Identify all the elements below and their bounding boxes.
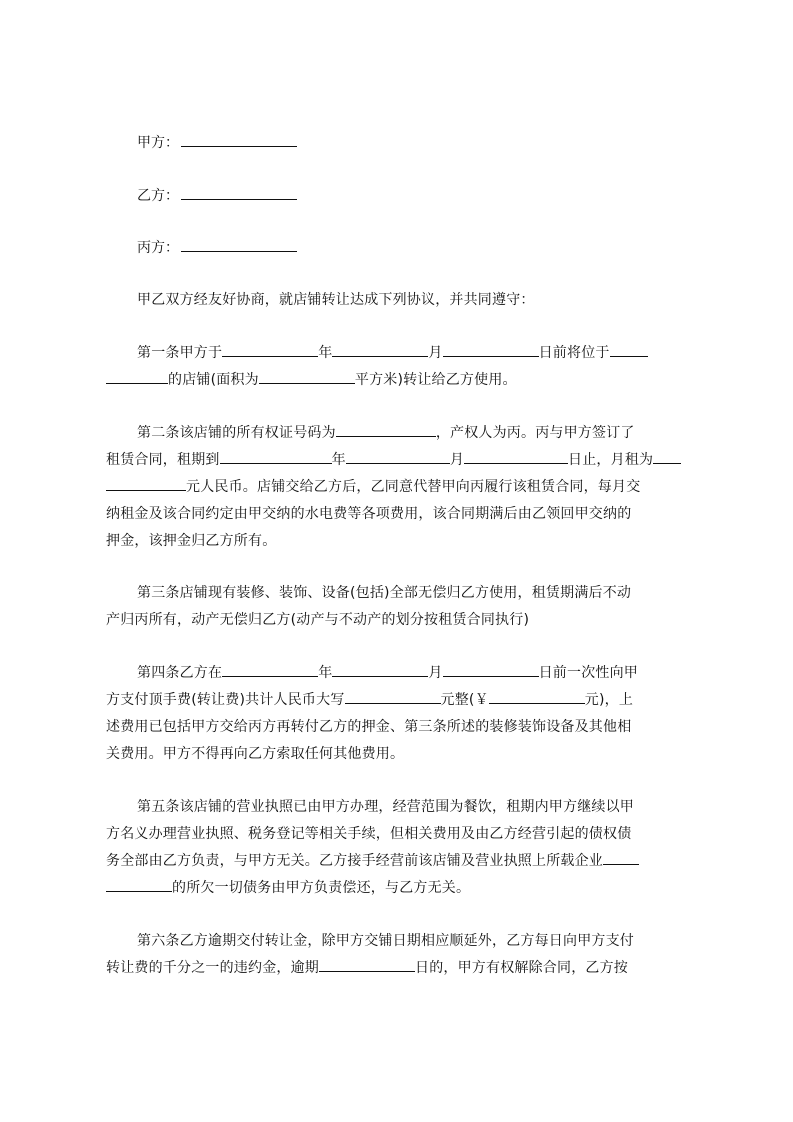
article-3-line-2: 产归丙所有，动产无偿归乙方(动产与不动产的划分按租赁合同执行)	[106, 612, 530, 628]
article-4-text: 第四条乙方在	[137, 665, 223, 681]
article-5-text: 的所欠一切债务由甲方负责偿还，与乙方无关。	[172, 880, 471, 896]
article-2-text: 租赁合同，租期到	[106, 452, 220, 468]
article-2-line-3	[106, 474, 700, 501]
article-5-line-3	[106, 848, 700, 875]
blank-rent	[653, 451, 681, 464]
article-2-line-1	[106, 420, 700, 447]
blank-lease-month	[346, 451, 450, 464]
article-2-line-4: 纳租金及该合同约定由甲交纳的水电费等各项费用，该合同期满后由乙领回甲交纳的	[106, 506, 632, 522]
article-6	[106, 928, 700, 982]
article-4-line-3: 述费用已包括甲方交给丙方再转付乙方的押金、第三条所述的装修装饰设备及其他相	[106, 719, 632, 735]
article-2-text: 日止，月租为	[568, 452, 654, 468]
blank-lease-year	[220, 451, 332, 464]
party-yi-label: 乙方：	[137, 188, 179, 204]
blank-location-cont	[106, 371, 168, 384]
article-4-text: 日前一次性向甲	[538, 665, 639, 681]
blank-year	[222, 344, 318, 357]
blank-pay-year	[222, 664, 318, 677]
article-2-line-2	[106, 447, 700, 474]
article-4-line-4: 关费用。甲方不得再向乙方索取任何其他费用。	[106, 746, 405, 762]
blank-amount-words	[345, 691, 441, 704]
party-jia	[137, 133, 297, 153]
article-1-line-2	[106, 367, 700, 394]
article-4-text: 元)，上	[584, 692, 634, 708]
article-4-text: 方支付顶手费(转让费)共计人民币大写	[106, 692, 345, 708]
article-4-text: 元整(￥	[440, 692, 489, 708]
blank-location	[610, 344, 648, 357]
party-bing-blank	[181, 239, 297, 252]
article-6-text: 转让费的千分之一的违约金，逾期	[106, 960, 319, 976]
article-2-text: ，产权人为丙。丙与甲方签订了	[435, 425, 635, 441]
blank-day	[443, 344, 539, 357]
intro-paragraph	[106, 287, 700, 314]
article-1-text: 第一条甲方于	[137, 345, 223, 361]
article-2-text: 月	[449, 452, 465, 468]
blank-lease-day	[464, 451, 568, 464]
article-4	[106, 660, 700, 768]
article-5	[106, 794, 700, 902]
blank-overdue-days	[319, 959, 415, 972]
blank-enterprise-cont	[106, 879, 172, 892]
article-3-line-1: 第三条店铺现有装修、装饰、设备(包括)全部无偿归乙方使用，租赁期满后不动	[137, 585, 632, 601]
article-1-text: 日前将位于	[538, 345, 610, 361]
party-bing-label: 丙方：	[137, 240, 179, 256]
article-4-text: 年	[318, 665, 333, 681]
article-1-text: 的店铺(面积为	[168, 372, 259, 388]
article-2-line-5: 押金，该押金归乙方所有。	[106, 533, 277, 549]
article-1-text: 月	[428, 345, 443, 361]
party-jia-label: 甲方：	[137, 135, 179, 151]
party-bing	[137, 238, 297, 258]
article-5-text: 务全部由乙方负责，与甲方无关。乙方接手经营前该店铺及营业执照上所载企业	[106, 853, 603, 869]
blank-pay-month	[332, 664, 428, 677]
blank-pay-day	[443, 664, 539, 677]
article-1-line-1	[106, 340, 700, 367]
article-6-line-2	[106, 955, 700, 982]
blank-amount-number	[489, 691, 585, 704]
article-2	[106, 420, 700, 555]
article-2-text: 元人民币。店铺交给乙方后，乙同意代替甲向丙履行该租赁合同，每月交	[186, 479, 641, 495]
intro-text: 甲乙双方经友好协商，就店铺转让达成下列协议，并共同遵守：	[137, 292, 535, 308]
article-2-text: 年	[331, 452, 346, 468]
blank-rent-cont	[106, 478, 186, 491]
article-4-line-1	[106, 660, 700, 687]
article-1	[106, 340, 700, 394]
article-2-text: 第二条该店铺的所有权证号码为	[137, 425, 336, 441]
blank-area	[259, 371, 355, 384]
article-3	[106, 580, 700, 634]
article-4-line-2	[106, 687, 700, 714]
article-6-text: 日的，甲方有权解除合同，乙方按	[415, 960, 628, 976]
party-jia-blank	[181, 134, 297, 147]
party-yi	[137, 186, 297, 206]
blank-enterprise	[603, 852, 639, 865]
article-5-line-4	[106, 875, 700, 902]
blank-month	[332, 344, 428, 357]
party-yi-blank	[181, 187, 297, 200]
article-5-line-1: 第五条该店铺的营业执照已由甲方办理，经营范围为餐饮，租期内甲方继续以甲	[137, 799, 634, 815]
article-1-text: 平方米)转让给乙方使用。	[354, 372, 517, 388]
blank-cert-number	[336, 424, 436, 437]
article-6-line-1: 第六条乙方逾期交付转让金，除甲方交铺日期相应顺延外，乙方每日向甲方支付	[137, 933, 634, 949]
article-1-text: 年	[318, 345, 333, 361]
article-4-text: 月	[428, 665, 443, 681]
article-5-line-2: 方名义办理营业执照、税务登记等相关手续，但相关费用及由乙方经营引起的债权债	[106, 826, 632, 842]
